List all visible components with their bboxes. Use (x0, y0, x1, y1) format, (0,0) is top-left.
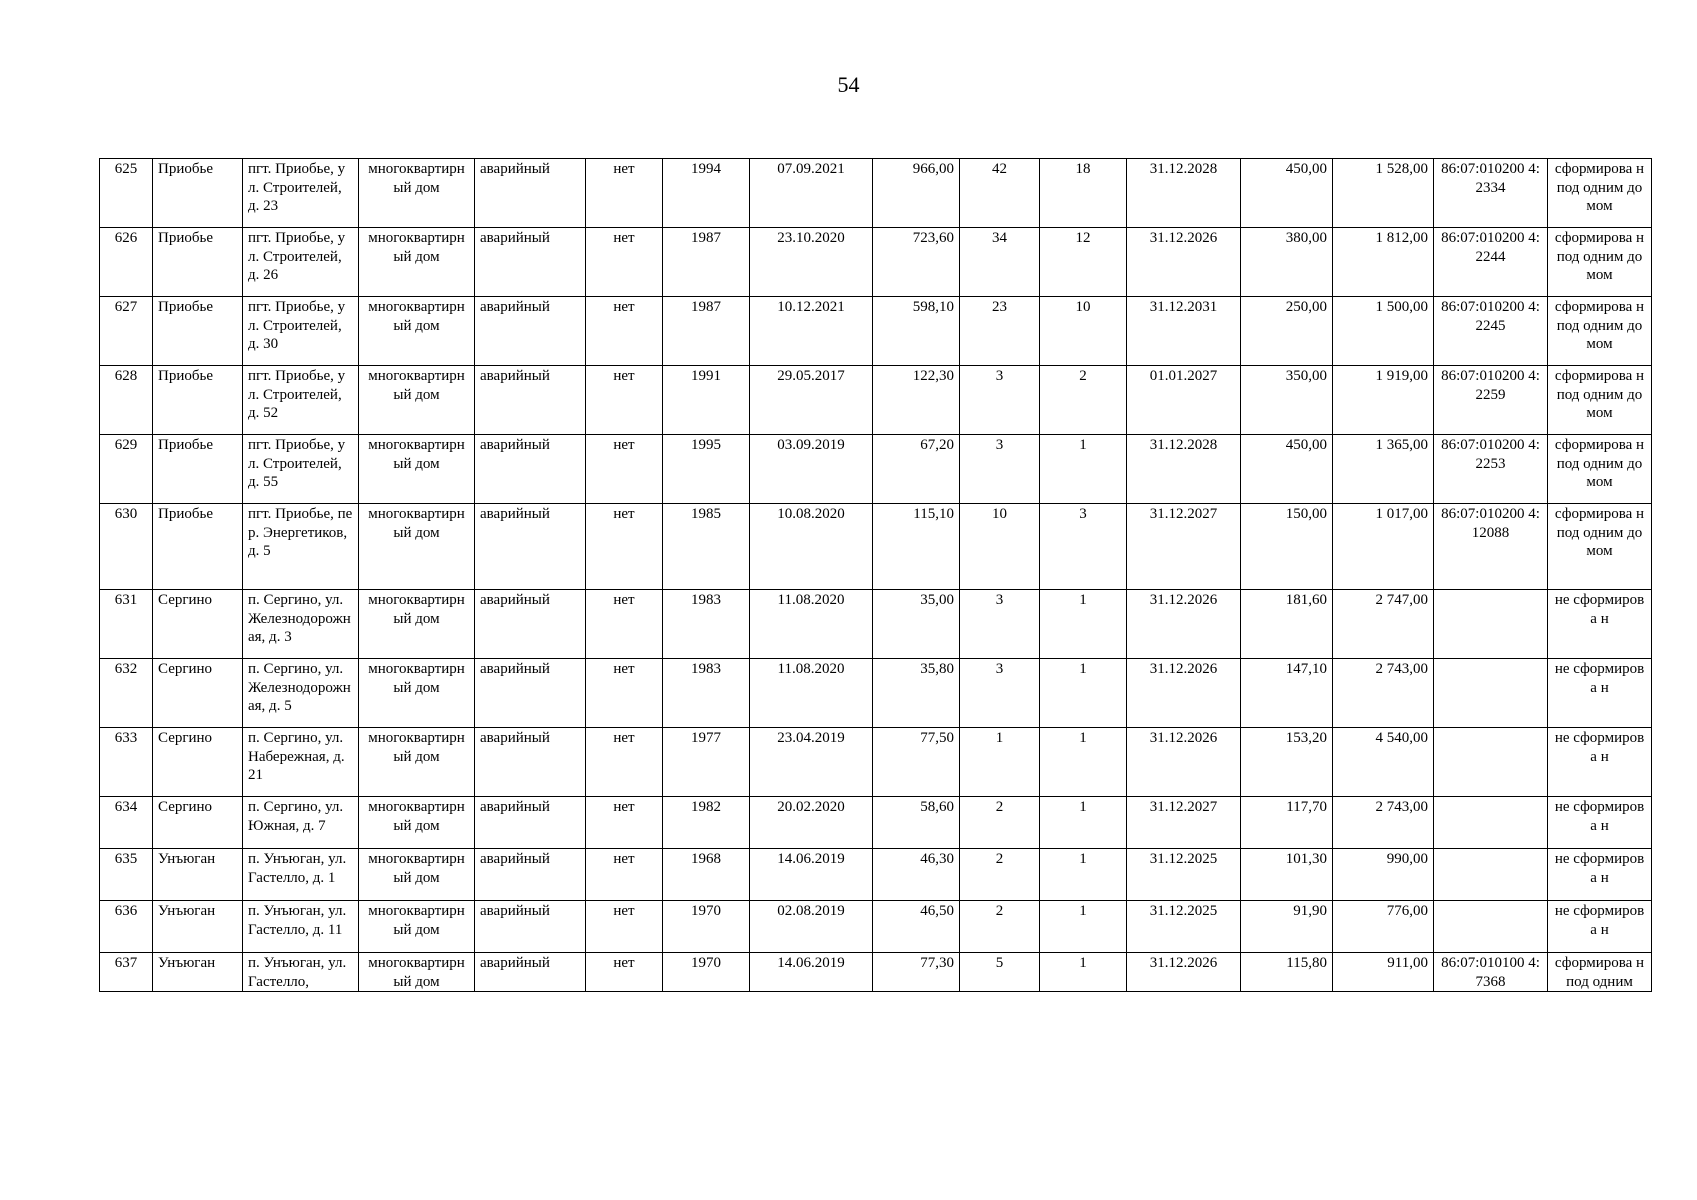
cell-condition: аварийный (475, 297, 586, 366)
cell-settlement: Приобье (153, 435, 243, 504)
cell-flag: нет (586, 849, 663, 901)
cell-year-built: 1977 (663, 728, 750, 797)
cell-recognition-date: 23.04.2019 (750, 728, 873, 797)
cell-recognition-date: 03.09.2019 (750, 435, 873, 504)
cell-cost: 1 500,00 (1333, 297, 1434, 366)
cell-residents: 5 (960, 953, 1040, 992)
cell-address: пгт. Приобье, ул. Строителей, д. 26 (243, 228, 359, 297)
table-row (100, 159, 1652, 228)
cell-cost: 2 747,00 (1333, 590, 1434, 659)
cell-row-number: 633 (100, 728, 153, 797)
cell-apartments: 1 (1040, 797, 1127, 849)
cell-plot-status: не сформирова н (1548, 901, 1652, 953)
cell-residents: 2 (960, 849, 1040, 901)
cell-resettlement-deadline: 31.12.2026 (1127, 228, 1241, 297)
cell-apartments: 18 (1040, 159, 1127, 228)
page-number: 54 (837, 72, 860, 97)
cell-resettlement-deadline: 31.12.2026 (1127, 590, 1241, 659)
cell-resettlement-deadline: 31.12.2026 (1127, 953, 1241, 992)
cell-row-number: 634 (100, 797, 153, 849)
cell-plot-status: сформирова н под одним домом (1548, 435, 1652, 504)
cell-row-number: 635 (100, 849, 153, 901)
cell-year-built: 1987 (663, 228, 750, 297)
cell-plot-area: 91,90 (1241, 901, 1333, 953)
cell-plot-area: 147,10 (1241, 659, 1333, 728)
cell-apartments: 1 (1040, 659, 1127, 728)
table-row (100, 366, 1652, 435)
cell-plot-status: не сформирова н (1548, 849, 1652, 901)
cell-apartments: 3 (1040, 504, 1127, 590)
cell-apartments: 1 (1040, 849, 1127, 901)
table-row (100, 590, 1652, 659)
cell-residents: 3 (960, 590, 1040, 659)
cell-condition: аварийный (475, 728, 586, 797)
cell-flag: нет (586, 953, 663, 992)
cell-resettlement-deadline: 31.12.2031 (1127, 297, 1241, 366)
cell-building-type: многоквартирный дом (359, 849, 475, 901)
cell-year-built: 1983 (663, 659, 750, 728)
cell-plot-status: сформирова н под одним домом (1548, 228, 1652, 297)
cell-plot-status: не сформирова н (1548, 728, 1652, 797)
cell-row-number: 637 (100, 953, 153, 992)
cell-residents: 3 (960, 659, 1040, 728)
cell-cadastral-number: 86:07:010200 4:12088 (1434, 504, 1548, 590)
cell-plot-area: 181,60 (1241, 590, 1333, 659)
cell-plot-area: 250,00 (1241, 297, 1333, 366)
cell-year-built: 1995 (663, 435, 750, 504)
cell-resettlement-deadline: 31.12.2028 (1127, 435, 1241, 504)
cell-address: п. Сергино, ул. Железнодорожная, д. 3 (243, 590, 359, 659)
cell-flag: нет (586, 659, 663, 728)
cell-row-number: 627 (100, 297, 153, 366)
cell-resettlement-deadline: 31.12.2028 (1127, 159, 1241, 228)
cell-settlement: Сергино (153, 797, 243, 849)
cell-plot-status: сформирова н под одним домом (1548, 297, 1652, 366)
cell-condition: аварийный (475, 228, 586, 297)
cell-condition: аварийный (475, 849, 586, 901)
cell-building-type: многоквартирный дом (359, 159, 475, 228)
cell-flag: нет (586, 435, 663, 504)
cell-settlement: Унъюган (153, 953, 243, 992)
cell-apartments: 10 (1040, 297, 1127, 366)
cell-settlement: Сергино (153, 728, 243, 797)
cell-address: пгт. Приобье, ул. Строителей, д. 52 (243, 366, 359, 435)
cell-cadastral-number: 86:07:010200 4:2334 (1434, 159, 1548, 228)
cell-row-number: 626 (100, 228, 153, 297)
cell-recognition-date: 29.05.2017 (750, 366, 873, 435)
cell-recognition-date: 11.08.2020 (750, 659, 873, 728)
cell-recognition-date: 20.02.2020 (750, 797, 873, 849)
cell-building-type: многоквартирный дом (359, 728, 475, 797)
cell-plot-status: сформирова н под одним домом (1548, 366, 1652, 435)
cell-recognition-date: 23.10.2020 (750, 228, 873, 297)
cell-cadastral-number (1434, 659, 1548, 728)
table-row (100, 901, 1652, 953)
cell-cost: 2 743,00 (1333, 797, 1434, 849)
cell-condition: аварийный (475, 159, 586, 228)
cell-plot-status: сформирова н под одним домом (1548, 159, 1652, 228)
cell-year-built: 1970 (663, 901, 750, 953)
cell-resettlement-deadline: 31.12.2027 (1127, 797, 1241, 849)
cell-cadastral-number: 86:07:010200 4:2253 (1434, 435, 1548, 504)
cell-row-number: 632 (100, 659, 153, 728)
cell-cadastral-number (1434, 590, 1548, 659)
cell-apartments: 1 (1040, 435, 1127, 504)
cell-cost: 4 540,00 (1333, 728, 1434, 797)
cell-cost: 1 017,00 (1333, 504, 1434, 590)
cell-residents: 2 (960, 901, 1040, 953)
cell-plot-area: 450,00 (1241, 159, 1333, 228)
cell-building-type: многоквартирный дом (359, 953, 475, 992)
cell-year-built: 1983 (663, 590, 750, 659)
cell-flag: нет (586, 901, 663, 953)
cell-cost: 1 365,00 (1333, 435, 1434, 504)
cell-condition: аварийный (475, 366, 586, 435)
cell-cadastral-number (1434, 728, 1548, 797)
cell-building-type: многоквартирный дом (359, 435, 475, 504)
cell-cost: 990,00 (1333, 849, 1434, 901)
cell-year-built: 1970 (663, 953, 750, 992)
cell-cadastral-number (1434, 849, 1548, 901)
cell-condition: аварийный (475, 590, 586, 659)
cell-building-type: многоквартирный дом (359, 366, 475, 435)
cell-cadastral-number (1434, 797, 1548, 849)
cell-area: 35,00 (873, 590, 960, 659)
cell-building-type: многоквартирный дом (359, 228, 475, 297)
cell-condition: аварийный (475, 901, 586, 953)
table-row (100, 297, 1652, 366)
cell-address: п. Унъюган, ул. Гастелло, д. 1 (243, 849, 359, 901)
cell-plot-area: 380,00 (1241, 228, 1333, 297)
housing-registry-table (99, 158, 1652, 992)
cell-cadastral-number: 86:07:010200 4:2244 (1434, 228, 1548, 297)
cell-area: 77,30 (873, 953, 960, 992)
cell-residents: 42 (960, 159, 1040, 228)
table-row (100, 435, 1652, 504)
cell-flag: нет (586, 297, 663, 366)
cell-address: п. Унъюган, ул. Гастелло, д. 11 (243, 901, 359, 953)
cell-area: 115,10 (873, 504, 960, 590)
cell-settlement: Приобье (153, 297, 243, 366)
cell-building-type: многоквартирный дом (359, 504, 475, 590)
cell-cost: 776,00 (1333, 901, 1434, 953)
cell-residents: 1 (960, 728, 1040, 797)
cell-settlement: Сергино (153, 590, 243, 659)
cell-year-built: 1987 (663, 297, 750, 366)
table-row (100, 504, 1652, 590)
cell-row-number: 631 (100, 590, 153, 659)
cell-year-built: 1991 (663, 366, 750, 435)
cell-building-type: многоквартирный дом (359, 901, 475, 953)
cell-plot-area: 450,00 (1241, 435, 1333, 504)
cell-cost: 1 528,00 (1333, 159, 1434, 228)
cell-row-number: 628 (100, 366, 153, 435)
cell-area: 598,10 (873, 297, 960, 366)
cell-building-type: многоквартирный дом (359, 297, 475, 366)
cell-recognition-date: 10.12.2021 (750, 297, 873, 366)
cell-cadastral-number: 86:07:010200 4:2245 (1434, 297, 1548, 366)
cell-settlement: Унъюган (153, 901, 243, 953)
cell-plot-status: сформирова н под одним (1548, 953, 1652, 992)
cell-residents: 3 (960, 435, 1040, 504)
table-row (100, 728, 1652, 797)
cell-recognition-date: 02.08.2019 (750, 901, 873, 953)
cell-resettlement-deadline: 31.12.2026 (1127, 659, 1241, 728)
cell-year-built: 1982 (663, 797, 750, 849)
cell-settlement: Сергино (153, 659, 243, 728)
cell-resettlement-deadline: 31.12.2025 (1127, 901, 1241, 953)
cell-apartments: 1 (1040, 901, 1127, 953)
cell-row-number: 629 (100, 435, 153, 504)
cell-settlement: Приобье (153, 504, 243, 590)
cell-residents: 10 (960, 504, 1040, 590)
cell-recognition-date: 10.08.2020 (750, 504, 873, 590)
cell-address: п. Сергино, ул. Южная, д. 7 (243, 797, 359, 849)
table-row (100, 659, 1652, 728)
cell-apartments: 1 (1040, 590, 1127, 659)
table-row (100, 228, 1652, 297)
cell-address: пгт. Приобье, ул. Строителей, д. 30 (243, 297, 359, 366)
cell-area: 966,00 (873, 159, 960, 228)
cell-residents: 2 (960, 797, 1040, 849)
cell-flag: нет (586, 728, 663, 797)
cell-flag: нет (586, 590, 663, 659)
cell-plot-status: не сформирова н (1548, 797, 1652, 849)
cell-area: 67,20 (873, 435, 960, 504)
cell-cost: 911,00 (1333, 953, 1434, 992)
cell-address: п. Сергино, ул. Набережная, д. 21 (243, 728, 359, 797)
cell-plot-area: 150,00 (1241, 504, 1333, 590)
cell-flag: нет (586, 159, 663, 228)
cell-address: пгт. Приобье, ул. Строителей, д. 55 (243, 435, 359, 504)
cell-flag: нет (586, 504, 663, 590)
cell-cadastral-number: 86:07:010200 4:2259 (1434, 366, 1548, 435)
cell-year-built: 1985 (663, 504, 750, 590)
cell-flag: нет (586, 366, 663, 435)
cell-flag: нет (586, 797, 663, 849)
cell-plot-area: 153,20 (1241, 728, 1333, 797)
cell-area: 35,80 (873, 659, 960, 728)
cell-condition: аварийный (475, 659, 586, 728)
cell-apartments: 1 (1040, 728, 1127, 797)
cell-condition: аварийный (475, 797, 586, 849)
cell-settlement: Приобье (153, 159, 243, 228)
cell-area: 46,30 (873, 849, 960, 901)
cell-recognition-date: 14.06.2019 (750, 953, 873, 992)
cell-area: 122,30 (873, 366, 960, 435)
cell-apartments: 2 (1040, 366, 1127, 435)
cell-area: 46,50 (873, 901, 960, 953)
cell-row-number: 636 (100, 901, 153, 953)
table-body (100, 159, 1652, 992)
cell-resettlement-deadline: 01.01.2027 (1127, 366, 1241, 435)
cell-condition: аварийный (475, 504, 586, 590)
cell-cost: 1 812,00 (1333, 228, 1434, 297)
cell-recognition-date: 07.09.2021 (750, 159, 873, 228)
cell-apartments: 12 (1040, 228, 1127, 297)
cell-address: п. Унъюган, ул. Гастелло, (243, 953, 359, 992)
cell-address: пгт. Приобье, ул. Строителей, д. 23 (243, 159, 359, 228)
cell-settlement: Приобье (153, 366, 243, 435)
table-row (100, 953, 1652, 992)
cell-cadastral-number (1434, 901, 1548, 953)
cell-year-built: 1994 (663, 159, 750, 228)
cell-building-type: многоквартирный дом (359, 797, 475, 849)
cell-area: 77,50 (873, 728, 960, 797)
cell-plot-status: сформирова н под одним домом (1548, 504, 1652, 590)
cell-plot-area: 101,30 (1241, 849, 1333, 901)
cell-cost: 2 743,00 (1333, 659, 1434, 728)
cell-plot-status: не сформирова н (1548, 590, 1652, 659)
cell-building-type: многоквартирный дом (359, 590, 475, 659)
cell-plot-area: 115,80 (1241, 953, 1333, 992)
cell-resettlement-deadline: 31.12.2025 (1127, 849, 1241, 901)
cell-row-number: 630 (100, 504, 153, 590)
cell-plot-status: не сформирова н (1548, 659, 1652, 728)
cell-address: п. Сергино, ул. Железнодорожная, д. 5 (243, 659, 359, 728)
cell-cadastral-number: 86:07:010100 4:7368 (1434, 953, 1548, 992)
cell-condition: аварийный (475, 953, 586, 992)
cell-building-type: многоквартирный дом (359, 659, 475, 728)
cell-recognition-date: 11.08.2020 (750, 590, 873, 659)
table-row (100, 849, 1652, 901)
cell-cost: 1 919,00 (1333, 366, 1434, 435)
cell-area: 58,60 (873, 797, 960, 849)
cell-year-built: 1968 (663, 849, 750, 901)
cell-condition: аварийный (475, 435, 586, 504)
cell-residents: 23 (960, 297, 1040, 366)
cell-area: 723,60 (873, 228, 960, 297)
cell-recognition-date: 14.06.2019 (750, 849, 873, 901)
cell-residents: 3 (960, 366, 1040, 435)
cell-apartments: 1 (1040, 953, 1127, 992)
cell-address: пгт. Приобье, пер. Энергетиков, д. 5 (243, 504, 359, 590)
cell-row-number: 625 (100, 159, 153, 228)
cell-flag: нет (586, 228, 663, 297)
cell-resettlement-deadline: 31.12.2026 (1127, 728, 1241, 797)
cell-resettlement-deadline: 31.12.2027 (1127, 504, 1241, 590)
cell-plot-area: 117,70 (1241, 797, 1333, 849)
cell-residents: 34 (960, 228, 1040, 297)
cell-plot-area: 350,00 (1241, 366, 1333, 435)
table-row (100, 797, 1652, 849)
cell-settlement: Унъюган (153, 849, 243, 901)
cell-settlement: Приобье (153, 228, 243, 297)
